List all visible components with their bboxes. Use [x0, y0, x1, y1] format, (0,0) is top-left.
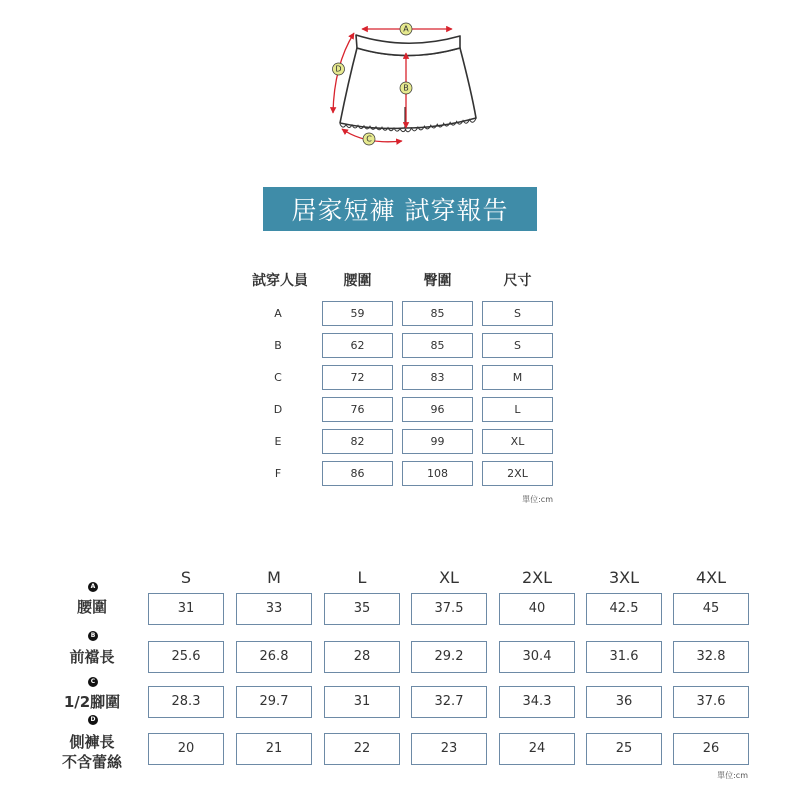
size-header-s: S: [180, 568, 192, 587]
row-label-side-length: 側褲長: [69, 733, 115, 751]
size-cell-leg-opening-l: 31: [324, 686, 400, 718]
size-cell-side-length-l: 22: [324, 733, 400, 765]
fit-row-f: [0, 461, 800, 486]
fit-size-cell: L: [482, 397, 553, 422]
measure-letter-d: D: [335, 64, 342, 74]
fit-size-cell: M: [482, 365, 553, 390]
size-header-3xl: 3XL: [608, 568, 640, 587]
size-cell-waist-l: 35: [324, 593, 400, 625]
fit-size-cell: S: [482, 333, 553, 358]
fit-hip-cell: 96: [402, 397, 473, 422]
size-cell-leg-opening-3xl: 36: [586, 686, 662, 718]
fit-size-cell: S: [482, 301, 553, 326]
size-cell-waist-3xl: 42.5: [586, 593, 662, 625]
fit-hip-cell: 99: [402, 429, 473, 454]
measure-letter-c: C: [366, 134, 372, 144]
size-header-4xl: 4XL: [695, 568, 727, 587]
row-label-front-rise: 前襠長: [69, 648, 115, 666]
measure-letter-a: A: [403, 24, 409, 34]
size-header-2xl: 2XL: [521, 568, 553, 587]
fit-row-e: [0, 429, 800, 454]
size-cell-front-rise-2xl: 30.4: [499, 641, 575, 673]
size-row-waist: [0, 593, 800, 625]
shorts-measurement-diagram: [320, 15, 490, 155]
fit-hip-cell: 85: [402, 301, 473, 326]
size-cell-leg-opening-xl: 32.7: [411, 686, 487, 718]
measure-label-b: [400, 82, 412, 94]
size-unit-note: 單位:cm: [717, 771, 748, 780]
fit-row-c: [0, 365, 800, 390]
size-cell-front-rise-3xl: 31.6: [586, 641, 662, 673]
size-cell-front-rise-xl: 29.2: [411, 641, 487, 673]
fit-person: C: [274, 371, 282, 384]
size-cell-waist-4xl: 45: [673, 593, 749, 625]
fit-waist-cell: 76: [322, 397, 393, 422]
size-cell-waist-xl: 37.5: [411, 593, 487, 625]
size-row-front-rise: [0, 641, 800, 673]
fit-header-size: 尺寸: [503, 273, 532, 289]
size-cell-side-length-xl: 23: [411, 733, 487, 765]
measure-letter-b: B: [403, 83, 409, 93]
fit-person: A: [274, 307, 282, 320]
fit-size-cell: XL: [482, 429, 553, 454]
size-cell-waist-2xl: 40: [499, 593, 575, 625]
size-cell-side-length-3xl: 25: [586, 733, 662, 765]
size-header-m: M: [267, 568, 281, 587]
fit-header-person: 試穿人員: [252, 273, 308, 289]
size-cell-leg-opening-2xl: 34.3: [499, 686, 575, 718]
fit-waist-cell: 72: [322, 365, 393, 390]
fit-waist-cell: 82: [322, 429, 393, 454]
fit-hip-cell: 83: [402, 365, 473, 390]
size-cell-waist-s: 31: [148, 593, 224, 625]
size-row-side-length: [0, 733, 800, 765]
size-cell-front-rise-m: 26.8: [236, 641, 312, 673]
fit-header-waist: 腰圍: [343, 273, 372, 289]
row-label-waist: 腰圍: [76, 598, 107, 616]
fit-row-b: [0, 333, 800, 358]
size-cell-leg-opening-m: 29.7: [236, 686, 312, 718]
measure-label-a: [400, 23, 412, 35]
fit-header-hip: 臀圍: [423, 273, 452, 289]
fit-unit-note: 單位:cm: [522, 495, 553, 504]
size-cell-side-length-m: 21: [236, 733, 312, 765]
fit-person: D: [273, 403, 283, 416]
fit-waist-cell: 86: [322, 461, 393, 486]
size-cell-front-rise-s: 25.6: [148, 641, 224, 673]
fit-person: F: [274, 467, 282, 480]
size-cell-side-length-4xl: 26: [673, 733, 749, 765]
fit-hip-cell: 85: [402, 333, 473, 358]
fit-waist-cell: 59: [322, 301, 393, 326]
title-banner: [263, 187, 537, 231]
row-marker-b: B: [88, 631, 98, 641]
fit-hip-cell: 108: [402, 461, 473, 486]
fit-person: E: [274, 435, 282, 448]
fit-row-d: [0, 397, 800, 422]
size-cell-waist-m: 33: [236, 593, 312, 625]
row-marker-d: D: [88, 715, 98, 725]
size-cell-front-rise-l: 28: [324, 641, 400, 673]
fit-person: B: [274, 339, 282, 352]
measure-label-d: [333, 63, 345, 75]
page-title: 居家短褲 試穿報告: [291, 196, 509, 225]
size-header-l: L: [357, 568, 367, 587]
size-cell-leg-opening-4xl: 37.6: [673, 686, 749, 718]
fit-row-a: [0, 301, 800, 326]
shorts-waistband: [356, 35, 460, 56]
size-cell-side-length-s: 20: [148, 733, 224, 765]
fit-waist-cell: 62: [322, 333, 393, 358]
fit-size-cell: 2XL: [482, 461, 553, 486]
row-label-side-length-note: 不含蕾絲: [61, 753, 122, 771]
row-marker-c: C: [88, 677, 98, 687]
size-header-xl: XL: [439, 568, 459, 587]
size-cell-leg-opening-s: 28.3: [148, 686, 224, 718]
row-label-half-leg-opening: 1/2腳圍: [63, 693, 121, 711]
size-cell-front-rise-4xl: 32.8: [673, 641, 749, 673]
row-marker-a: A: [88, 582, 98, 592]
size-row-half-leg-opening: [0, 686, 800, 718]
measure-label-c: [363, 133, 375, 145]
size-cell-side-length-2xl: 24: [499, 733, 575, 765]
